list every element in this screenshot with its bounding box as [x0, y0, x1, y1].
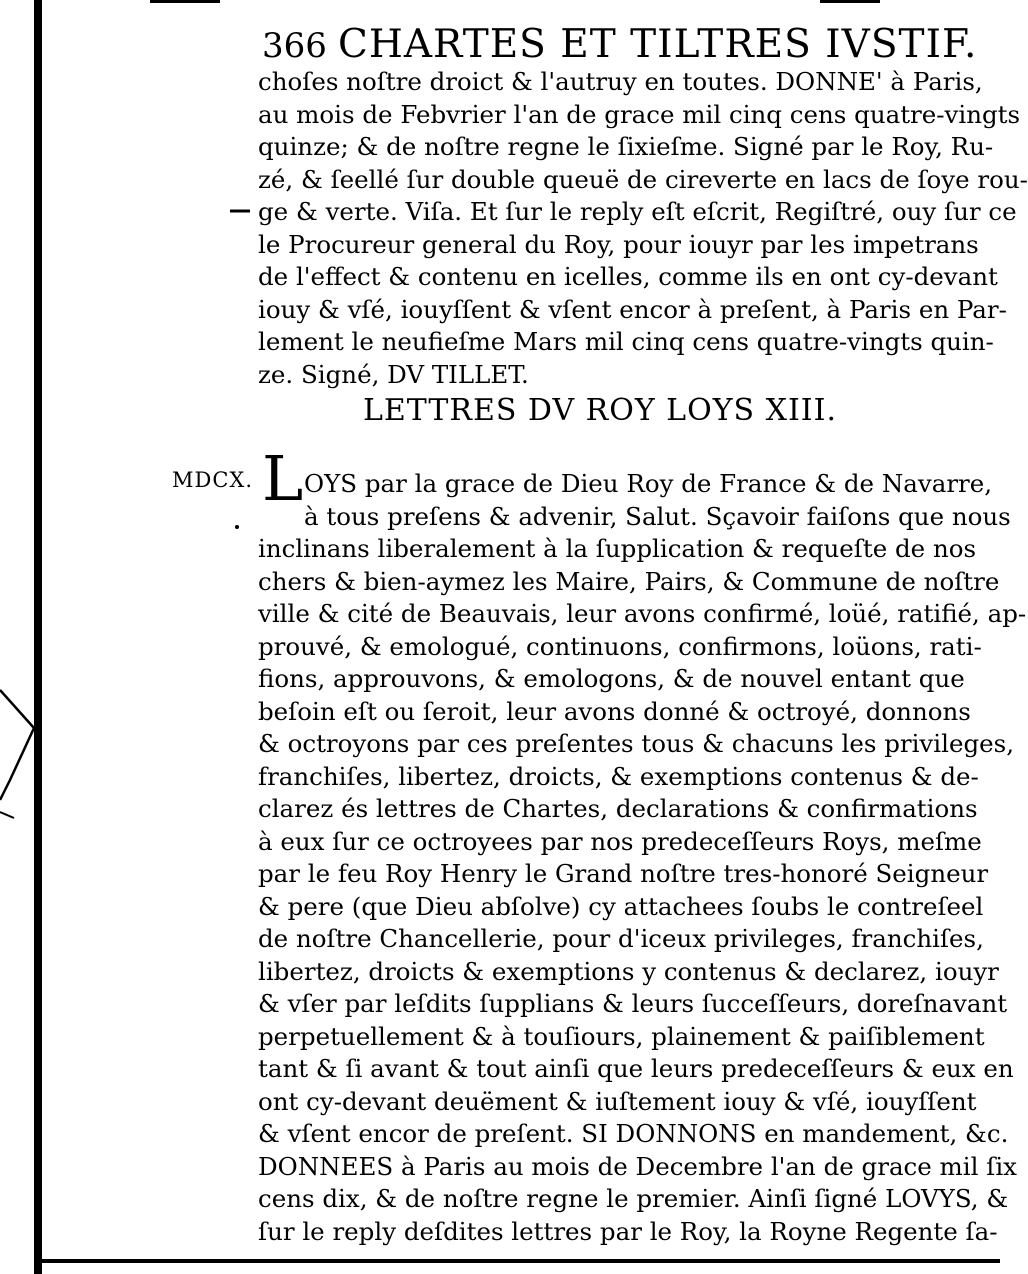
- top-edge-mark: [820, 0, 880, 3]
- text-line: ze. Signé, DV TILLET.: [258, 359, 529, 389]
- text-line: libertez, droicts & exemptions y contenus & declarez, iouyr: [258, 956, 999, 986]
- text-line: ville & cité de Beauvais, leur avons confirmé, loüé, ratifié, ap-: [258, 599, 1027, 628]
- margin-dot-mark: [232, 522, 242, 532]
- margin-date: MDCX.: [172, 468, 254, 492]
- drop-cap: L: [262, 442, 304, 515]
- text-line: & vſer par leſdits ſupplians & leurs ſucceſſeurs, doreſnavant: [258, 989, 1008, 1018]
- text-line: & vſent encor de preſent. SI DONNONS en mandement, &c.: [258, 1119, 1009, 1148]
- text-line: par le feu Roy Henry le Grand noſtre tres-honoré Seigneur: [258, 859, 989, 888]
- text-line: de noſtre Chancellerie, pour d'iceux privileges, franchiſes,: [258, 924, 984, 953]
- text-line: DONNEES à Paris au mois de Decembre l'an de grace mil ſix: [258, 1151, 1017, 1181]
- letter-body: [258, 468, 1027, 1248]
- text-line: & octroyons par ces preſentes tous & chacuns les privileges,: [258, 729, 1014, 758]
- text-line: perpetuellement & à touſiours, plainement & paiſiblement: [258, 1021, 985, 1051]
- text-line: ge & verte. Viſa. Et ſur le reply eſt eſcrit, Regiſtré, ouy ſur ce: [258, 197, 1017, 226]
- text-line: franchiſes, libertez, droicts, & exemptions contenus & de-: [258, 761, 979, 791]
- text-line: iouy & vſé, iouyſſent & vſent encor à preſent, à Paris en Par-: [258, 294, 1007, 324]
- text-line: prouvé, & emologué, continuons, confirmons, loüons, rati-: [258, 631, 982, 661]
- text-line: le Procureur general du Roy, pour iouyr par les impetrans: [258, 229, 979, 259]
- page-number: 366: [262, 26, 327, 66]
- text-line: inclinans liberalement à la ſupplication & requeſte de nos: [258, 534, 977, 563]
- page-bottom-edge: [34, 1259, 1000, 1263]
- text-line: à tous preſens & advenir, Salut. Sçavoir faiſons que nous: [304, 501, 1011, 531]
- text-line: beſoin eſt ou ſeroit, leur avons donné & octroyé, donnons: [258, 696, 971, 726]
- text-line: ſur le reply deſdites lettres par le Roy, la Royne Regente ſa-: [258, 1216, 998, 1246]
- section-heading: LETTRES DV ROY LOYS XIII.: [362, 393, 838, 428]
- binding-thread-mark: [0, 0, 60, 1274]
- text-line: clarez és lettres de Chartes, declarations & confirmations: [258, 794, 978, 823]
- text-line: lement le neufieſme Mars mil cinq cens quatre-vingts quin-: [258, 327, 994, 356]
- text-line: cens dix, & de noſtre regne le premier. Ainſi ſigné LOVYS, &: [258, 1184, 1009, 1213]
- text-line: quinze; & de noſtre regne le ſixieſme. Signé par le Roy, Ru-: [258, 132, 994, 161]
- text-line: de l'effect & contenu en icelles, comme ils en ont cy-devant: [258, 262, 998, 291]
- text-line: chers & bien-aymez les Maire, Pairs, & Commune de noſtre: [258, 566, 1000, 596]
- text-line: au mois de Febvrier l'an de grace mil cinq cens quatre-vingts: [258, 99, 1021, 129]
- top-edge-mark: [150, 0, 220, 3]
- text-line: OYS par la grace de Dieu Roy de France & de Navarre,: [304, 469, 993, 498]
- running-title: CHARTES ET TILTRES IVSTIF.: [338, 22, 978, 67]
- page-header: [262, 22, 978, 72]
- text-line: choſes noſtre droict & l'autruy en toutes. DONNE' à Paris,: [258, 67, 983, 96]
- text-line: tant & ſi avant & tout ainſi que leurs predeceſſeurs & eux en: [258, 1054, 1014, 1083]
- margin-dash-mark: [228, 206, 252, 216]
- text-line: ont cy-devant deuëment & iuſtement iouy & vſé, iouyſſent: [258, 1086, 977, 1116]
- text-line: & pere (que Dieu abſolve) cy attachees ſoubs le contreſeel: [258, 891, 984, 921]
- continuation-paragraph: [258, 66, 1028, 391]
- text-line: zé, & ſeellé ſur double queuë de cireverte en lacs de ſoye rou-: [258, 164, 1028, 194]
- text-line: à eux ſur ce octroyees par nos predeceſſeurs Roys, meſme: [258, 826, 982, 856]
- text-line: fions, approuvons, & emologons, & de nouvel entant que: [258, 664, 965, 693]
